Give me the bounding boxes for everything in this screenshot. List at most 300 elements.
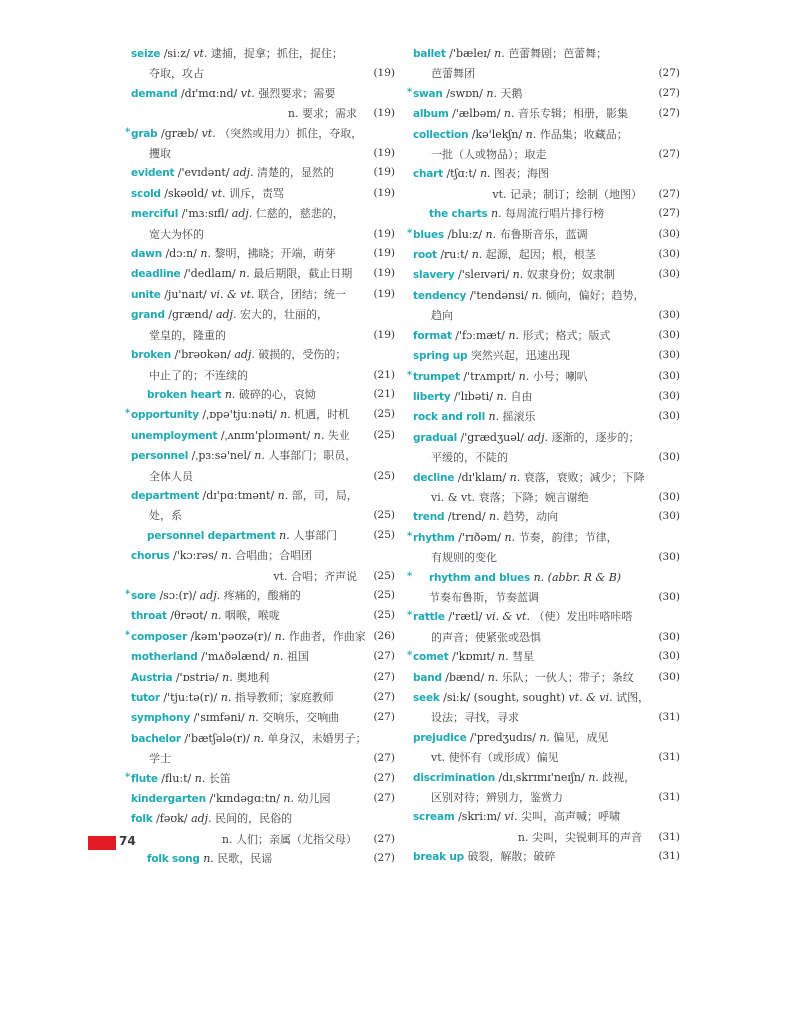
- unit-number: (27): [373, 691, 395, 703]
- definition: 倾向，偏好；趋势，: [545, 288, 645, 302]
- part-of-speech: adj.: [527, 430, 552, 444]
- vocab-entry: [131, 163, 395, 183]
- phonetic: /'ælbəm/: [448, 107, 504, 121]
- definition: 破损的，受伤的；: [258, 348, 347, 362]
- definition-continued: 芭蕾舞团: [431, 67, 475, 81]
- phonetic: /'predʒudɪs/: [466, 730, 540, 744]
- unit-number: (30): [658, 389, 680, 402]
- entry-line: [131, 546, 395, 566]
- part-of-speech: n.: [503, 107, 518, 121]
- definition-continued: n. 要求；需求: [287, 107, 357, 121]
- unit-number: (27): [373, 650, 395, 663]
- unit-number: (25): [373, 509, 395, 522]
- phonetic: /'sɪmfəni/: [189, 711, 249, 725]
- unit-number: (19): [373, 227, 395, 240]
- part-of-speech: n.: [489, 510, 504, 524]
- unit-number: (27): [373, 792, 395, 805]
- vocab-entry: [407, 647, 680, 667]
- entry-continuation: [131, 225, 395, 244]
- headword: unite: [131, 288, 161, 301]
- entry-line: [131, 345, 395, 365]
- headword: trumpet: [413, 370, 460, 383]
- definition-continued: 有规则的变化: [431, 551, 497, 565]
- part-of-speech: adj.: [231, 207, 256, 221]
- unit-number: (27): [373, 832, 395, 845]
- headword: seek: [413, 692, 440, 704]
- definition: 偏见，成见: [553, 730, 609, 744]
- headword: chorus: [131, 550, 170, 563]
- unit-number: (19): [373, 247, 395, 260]
- headword: the charts: [429, 208, 488, 221]
- definition: 节奏，韵律；节律，: [518, 530, 618, 544]
- headword: personnel: [131, 450, 189, 463]
- definition: 最后期限，截止日期: [253, 267, 353, 281]
- definition: 咽喉，喉咙: [224, 609, 280, 623]
- entry-line: [413, 265, 680, 285]
- headword: evident: [131, 167, 175, 180]
- phonetic: /tʃɑːt/: [442, 167, 480, 181]
- definition-continued: 平缓的，不陡的: [431, 451, 508, 465]
- entry-continuation: [131, 749, 395, 768]
- part-of-speech: n.: [220, 691, 235, 704]
- vocab-entry: [125, 405, 395, 425]
- entry-continuation: [413, 448, 680, 467]
- part-of-speech: vt.: [193, 47, 211, 60]
- definition: 破碎的心，哀恸: [238, 387, 316, 401]
- vocab-entry: [131, 84, 395, 124]
- entry-continuation: [131, 104, 395, 123]
- definition-continued: 夺取，攻占: [149, 67, 204, 81]
- part-of-speech: n.: [248, 711, 263, 725]
- unit-number: (27): [658, 187, 680, 200]
- entry-line: [131, 708, 395, 728]
- definition: 祖国: [286, 650, 309, 664]
- headword: blues: [413, 228, 444, 241]
- vocab-entry: [407, 367, 680, 387]
- entry-line: [407, 84, 680, 104]
- vocab-entry: [131, 668, 395, 688]
- phonetic: /'sleɪvəri/: [454, 268, 513, 282]
- headword: tutor: [131, 692, 160, 704]
- unit-number: (19): [373, 166, 395, 179]
- definition: 强烈要求；需要: [258, 86, 336, 100]
- entry-line: [413, 407, 680, 427]
- phonetic: /ruːt/: [436, 248, 472, 262]
- entry-line: [407, 607, 680, 627]
- definition-continued: 堂皇的，隆重的: [149, 328, 226, 342]
- phonetic: /ˌʌnɪm'plɔɪmənt/: [217, 428, 314, 442]
- vocab-entry: [413, 387, 680, 407]
- vocab-entry: [131, 285, 395, 305]
- headword: bachelor: [131, 732, 181, 745]
- headword: format: [413, 329, 452, 342]
- definition: 作品集；收藏品；: [539, 127, 628, 141]
- entry-line: [131, 184, 395, 204]
- entry-continuation: [131, 326, 395, 345]
- vocab-entry: [131, 606, 395, 626]
- unit-number: (25): [373, 609, 395, 622]
- definition: 衰落，衰败；减少；下降: [523, 470, 645, 484]
- phonetic: /'ɒstriə/: [172, 670, 223, 684]
- part-of-speech: adj.: [191, 812, 216, 826]
- entry-line: [413, 286, 680, 306]
- phonetic: /grænd/: [164, 308, 216, 322]
- unit-number: (25): [373, 428, 395, 441]
- definition: 机遇，时机: [294, 408, 350, 422]
- definition: 联合，团结；统一: [257, 287, 346, 301]
- vocab-entry: [413, 668, 680, 688]
- right-column: [407, 44, 680, 868]
- part-of-speech: n.: [279, 528, 294, 542]
- entry-line: [131, 385, 395, 405]
- unit-number: (30): [658, 227, 680, 240]
- headword: rattle: [413, 611, 445, 624]
- headword: department: [131, 489, 199, 502]
- definition-continued: 全体人员: [149, 469, 193, 483]
- phonetic: /'grædʒuəl/: [457, 430, 528, 444]
- phonetic: /dɪˌskrɪmɪ'neɪʃn/: [494, 770, 589, 784]
- headword: swan: [413, 87, 443, 100]
- entry-line: [413, 428, 680, 448]
- phonetic: /'kɒmɪt/: [448, 650, 499, 664]
- part-of-speech: n.: [588, 770, 603, 784]
- vocab-entry: [413, 407, 680, 427]
- vocab-entry: [413, 468, 680, 508]
- definition-continued: 区别对待；辨别力，鉴赏力: [431, 791, 563, 805]
- unit-number: (30): [658, 490, 680, 503]
- unit-number: (30): [658, 670, 680, 683]
- definition: 图表；海图: [494, 167, 550, 181]
- phonetic: /'evɪdənt/: [174, 166, 234, 180]
- definition-continued: n. 尖叫，尖锐刺耳的声音: [517, 830, 642, 844]
- entry-line: [413, 204, 680, 224]
- definition: 失业: [327, 428, 350, 442]
- definition: 宏大的，壮丽的，: [239, 308, 328, 322]
- phonetic: /fəʊk/: [152, 812, 192, 826]
- definition: 突然兴起，迅速出现: [470, 349, 570, 363]
- entry-continuation: [131, 567, 395, 586]
- definition: 幼儿园: [297, 792, 331, 806]
- unit-number: (30): [658, 328, 680, 341]
- definition: 趋势，动向: [503, 510, 559, 524]
- phonetic: /'fɔːmæt/: [451, 328, 509, 342]
- entry-line: [413, 125, 680, 145]
- entry-line: [413, 326, 680, 346]
- definition: 天鹅: [500, 86, 523, 100]
- unit-number: (31): [658, 850, 680, 863]
- unit-number: (19): [373, 267, 395, 280]
- unit-number: (30): [658, 309, 680, 322]
- vocab-entry: [131, 244, 395, 264]
- entry-continuation: [131, 830, 395, 849]
- headword: prejudice: [413, 731, 467, 744]
- unit-number: (27): [373, 752, 395, 765]
- entry-line: [413, 507, 680, 527]
- headword: album: [413, 108, 449, 121]
- headword: ballet: [413, 48, 446, 60]
- phonetic: /kəm'pəʊzə(r)/: [187, 629, 275, 643]
- entry-continuation: [413, 708, 680, 727]
- entry-line: [131, 809, 395, 829]
- core-word-star: *: [407, 570, 413, 582]
- phonetic: /dɪ'klaɪn/: [454, 470, 510, 484]
- headword: flute: [131, 772, 158, 785]
- part-of-speech: n.: [488, 410, 503, 424]
- definition: 芭蕾舞剧；芭蕾舞；: [508, 47, 608, 60]
- definition: 奴隶身份；奴隶制: [526, 268, 615, 282]
- phonetic: /'lɪbəti/: [450, 389, 497, 403]
- unit-number: (25): [373, 588, 395, 601]
- unit-number: (19): [373, 107, 395, 120]
- vocab-entry: [413, 728, 680, 768]
- definition-continued: 处，系: [149, 509, 182, 523]
- unit-number: (27): [373, 670, 395, 683]
- definition: 形式；格式；版式: [522, 328, 611, 342]
- entry-line: [131, 486, 395, 506]
- headword: dawn: [131, 248, 162, 261]
- headword: sore: [131, 589, 156, 602]
- part-of-speech: n.: [509, 470, 524, 484]
- unit-number: (27): [658, 148, 680, 161]
- definition-continued: vt. 记录；制订；绘制（地图）: [492, 187, 642, 201]
- headword: folk: [131, 813, 153, 826]
- definition-continued: 的声音；使紧张或恐惧: [431, 630, 541, 644]
- definition-continued: vi. & vt. 衰落；下降；婉言谢绝: [431, 490, 589, 504]
- unit-number: (31): [658, 791, 680, 804]
- phonetic: /'trʌmpɪt/: [459, 369, 519, 383]
- vocab-entry: [131, 708, 395, 728]
- part-of-speech: n.: [496, 389, 511, 403]
- entry-line: [413, 768, 680, 788]
- entry-line: [131, 668, 395, 688]
- headword: grab: [131, 127, 158, 140]
- headword: liberty: [413, 390, 451, 403]
- headword: rhythm and blues: [429, 571, 531, 584]
- definition: 单身汉，未婚男子；: [267, 731, 367, 745]
- core-word-star: *: [407, 86, 413, 98]
- definition: 训斥，责骂: [229, 186, 285, 200]
- part-of-speech: n.: [485, 227, 500, 241]
- vocab-entry: [413, 346, 680, 366]
- part-of-speech: adj.: [233, 166, 258, 180]
- headword: throat: [131, 610, 167, 623]
- unit-number: (30): [658, 248, 680, 261]
- phonetic: /dɪ'pɑːtmənt/: [199, 488, 278, 502]
- definition-continued: 一批（人或物品）；取走: [431, 148, 547, 162]
- definition: 合唱曲；合唱团: [235, 549, 313, 563]
- phonetic: /θrəʊt/: [166, 609, 211, 623]
- definition: 逮捕，捉拿；抓住，捉住；: [210, 47, 343, 60]
- vocab-entry: [125, 124, 395, 164]
- entry-line: [131, 446, 395, 466]
- definition-continued: 学士: [149, 752, 171, 766]
- headword: gradual: [413, 431, 458, 444]
- vocab-entry: [413, 164, 680, 204]
- headword: collection: [413, 128, 469, 141]
- entry-line: [407, 367, 680, 387]
- part-of-speech: vi.: [504, 810, 521, 824]
- entry-line: [413, 387, 680, 407]
- definition: 交响乐，交响曲: [262, 711, 340, 725]
- part-of-speech: n.: [203, 852, 218, 866]
- headword: deadline: [131, 268, 181, 281]
- unit-number: (30): [658, 551, 680, 564]
- definition: 小号；喇叭: [532, 369, 588, 383]
- headword: rock and roll: [413, 411, 485, 424]
- unit-number: (25): [373, 408, 395, 421]
- unit-number: (19): [373, 67, 395, 80]
- phonetic: /'dedlaɪn/: [180, 267, 240, 281]
- unit-number: (30): [658, 268, 680, 281]
- part-of-speech: vi. & vt.: [485, 610, 534, 624]
- entry-line: [125, 405, 395, 425]
- vocab-entry: [413, 847, 680, 867]
- vocab-entry: [407, 568, 680, 608]
- definition: 清楚的，显然的: [257, 166, 335, 180]
- entry-line: [131, 426, 395, 446]
- entry-line: [125, 586, 395, 606]
- phonetic: /græb/: [157, 126, 202, 140]
- definition-continued: vt. 合唱；齐声说: [273, 569, 357, 583]
- headword: chart: [413, 168, 443, 181]
- phonetic: /ˌɒpə'tjuːnəti/: [198, 408, 281, 422]
- definition: 部，司，局，: [291, 488, 358, 502]
- core-word-star: *: [125, 408, 131, 420]
- entry-continuation: [413, 488, 680, 507]
- definition: 人事部门: [293, 528, 338, 542]
- definition: 自由: [510, 389, 533, 403]
- headword: unemployment: [131, 429, 218, 442]
- phonetic: /'tjuːtə(r)/: [159, 691, 221, 704]
- headword: opportunity: [131, 409, 199, 422]
- part-of-speech: n.: [487, 670, 502, 684]
- definition: 音乐专辑；相册，影集: [517, 107, 628, 121]
- entry-line: [131, 606, 395, 626]
- vocab-entry: [413, 104, 680, 124]
- part-of-speech: n.: [531, 288, 546, 302]
- entry-line: [413, 688, 680, 708]
- part-of-speech: adj.: [215, 308, 240, 322]
- vocab-entry: [413, 428, 680, 468]
- phonetic: /bluːz/: [443, 227, 486, 241]
- phonetic: /ˌpɜːsə'nel/: [188, 449, 255, 463]
- definition: 逐渐的，逐步的；: [551, 430, 640, 444]
- entry-line: [413, 245, 680, 265]
- entry-continuation: [413, 64, 680, 83]
- definition: 疼痛的，酸痛的: [223, 588, 301, 602]
- part-of-speech: n.: [239, 267, 254, 281]
- part-of-speech: n.: [486, 86, 501, 100]
- entry-line: [407, 647, 680, 667]
- unit-number: (30): [658, 590, 680, 603]
- vocab-entry: [413, 507, 680, 527]
- core-word-star: *: [125, 126, 131, 138]
- vocab-entry: [407, 528, 680, 568]
- phonetic: /'tendənsi/: [466, 288, 532, 302]
- headword: scold: [131, 187, 161, 200]
- definition-continued: vt. 使怀有（或形成）偏见: [431, 751, 559, 765]
- entry-continuation: [131, 144, 395, 163]
- headword: decline: [413, 471, 455, 484]
- definition: 每周流行唱片排行榜: [505, 207, 605, 221]
- definition-continued: 设法；寻找，寻求: [431, 711, 519, 725]
- core-word-star: *: [407, 650, 413, 662]
- unit-number: (30): [658, 630, 680, 643]
- vocab-entry: [131, 688, 395, 708]
- entry-continuation: [413, 828, 680, 847]
- entry-continuation: [413, 748, 680, 767]
- part-of-speech: n.: [210, 609, 225, 623]
- entry-line: [413, 728, 680, 748]
- headword: spring up: [413, 350, 468, 363]
- entry-line: [407, 528, 680, 548]
- vocab-entry: [131, 204, 395, 244]
- vocab-entry: [413, 286, 680, 326]
- definition: 仁慈的，慈悲的，: [255, 207, 344, 221]
- unit-number: (27): [373, 852, 395, 865]
- definition: 指导教师；家庭教师: [234, 691, 334, 704]
- phonetic: /'rɪðəm/: [454, 530, 505, 544]
- entry-line: [413, 847, 680, 867]
- definition: 奥地利: [236, 670, 270, 684]
- part-of-speech: n.: [471, 248, 486, 262]
- part-of-speech: n.: [313, 428, 328, 442]
- definition: 长笛: [208, 771, 231, 785]
- vocab-entry: [131, 789, 395, 809]
- entry-line: [413, 346, 680, 366]
- headword: discrimination: [413, 771, 495, 784]
- headword: symphony: [131, 712, 190, 725]
- part-of-speech: n.: [272, 650, 287, 664]
- part-of-speech: n.: [283, 792, 298, 806]
- part-of-speech: n.: [518, 369, 533, 383]
- headword: rhythm: [413, 531, 455, 544]
- phonetic: /skəʊld/: [160, 186, 212, 200]
- entry-line: [413, 468, 680, 488]
- part-of-speech: n.: [508, 328, 523, 342]
- core-word-star: *: [407, 610, 413, 622]
- entry-continuation: [413, 548, 680, 567]
- entry-line: [413, 44, 680, 64]
- entry-line: [131, 84, 395, 104]
- phonetic: /dɔːn/: [161, 247, 201, 261]
- entry-line: [125, 769, 395, 789]
- headword: tendency: [413, 289, 467, 302]
- unit-number: (19): [373, 186, 395, 199]
- phonetic: /ju'naɪt/: [160, 287, 211, 301]
- part-of-speech: n.: [221, 549, 236, 563]
- definition: 乐队；一伙人；带子；条纹: [501, 670, 634, 684]
- phonetic: /skriːm/: [454, 810, 505, 824]
- vocab-entry: [131, 526, 395, 546]
- vocab-entry: [131, 264, 395, 284]
- vocab-entry: [407, 607, 680, 647]
- entry-line: [131, 163, 395, 183]
- entry-line: [413, 668, 680, 688]
- entry-line: [131, 789, 395, 809]
- headword: Austria: [131, 671, 173, 684]
- unit-number: (27): [658, 86, 680, 99]
- part-of-speech: vi. & vt.: [210, 287, 258, 301]
- definition-continued: 宽大为怀的: [149, 227, 204, 241]
- definition-continued: 节奏布鲁斯，节奏蓝调: [429, 590, 539, 604]
- entry-continuation: [413, 145, 680, 164]
- entry-line: [131, 526, 395, 546]
- unit-number: (27): [658, 107, 680, 120]
- unit-number: (25): [373, 528, 395, 541]
- entry-line: [413, 104, 680, 124]
- vocab-entry: [413, 326, 680, 346]
